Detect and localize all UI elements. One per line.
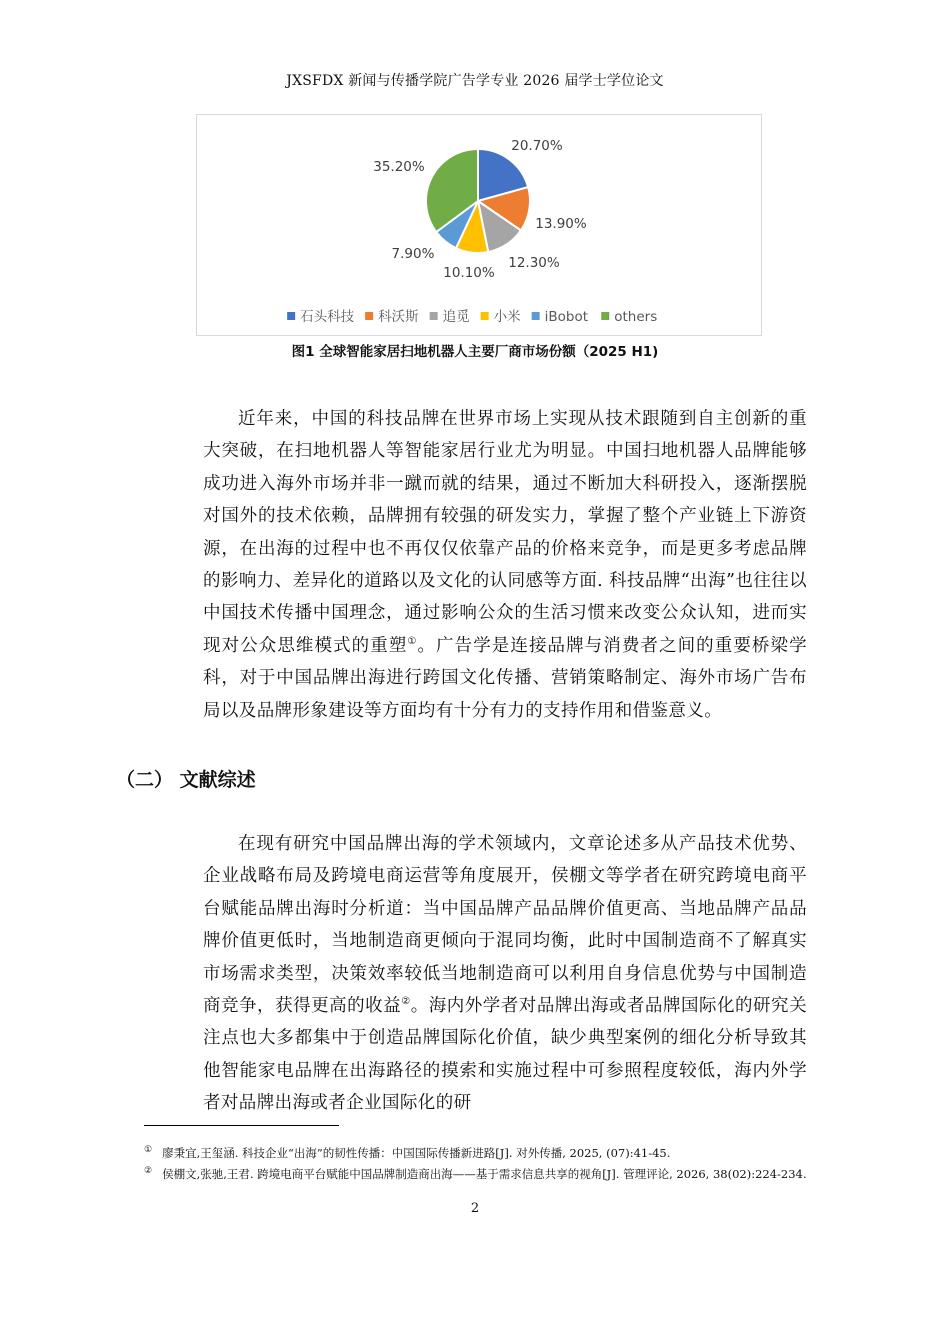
pie-chart <box>197 115 761 335</box>
pie-data-label: 20.70% <box>511 138 563 154</box>
legend-label: 追觅 <box>442 309 470 325</box>
footnote-ref-1[interactable]: ① <box>407 636 418 648</box>
body-paragraph-1 <box>203 403 807 727</box>
section-heading: （二） 文献综述 <box>116 769 256 791</box>
pie-chart-figure <box>196 114 762 336</box>
body-paragraph-2 <box>203 828 807 1120</box>
footnote-1 <box>144 1141 808 1162</box>
legend-label: 科沃斯 <box>378 309 419 325</box>
legend-label: others <box>614 309 658 325</box>
legend-swatch <box>365 312 373 320</box>
footnote-divider <box>144 1125 339 1126</box>
pie-data-label: 7.90% <box>391 246 435 262</box>
paragraph-1-text-b: 。广告学是连接品牌与消费者之间的重要桥梁学科，对于中国品牌出海进行跨国文化传播、营销策略制定、海外市场广告布局以及品牌形象建设等方面均有十分有力的支持作用和借鉴意义。 <box>203 635 807 721</box>
legend-swatch <box>430 312 438 320</box>
paragraph-2-text-a: 在现有研究中国品牌出海的学术领域内，文章论述多从产品技术优势、企业战略布局及跨境电商运营等角度展开，侯棚文等学者在研究跨境电商平台赋能品牌出海时分析道：当中国品牌产品品牌价值更高、当地品牌产品品牌价值更低时，当地制造商更倾向于混同均衡，此时中国制造商不了解真实市场需求类型，决策效率较低当地制造商可以利用自身信息优势与中国制造商竞争，获得更高的收益 <box>203 834 807 1017</box>
pie-data-label: 10.10% <box>443 265 495 281</box>
running-header: JXSFDX 新闻与传播学院广告学专业 2026 届学士学位论文 <box>286 73 664 89</box>
legend-swatch <box>287 312 295 320</box>
legend-label: 小米 <box>493 309 521 325</box>
figure-caption: 图1 全球智能家居扫地机器人主要厂商市场份额（2025 H1) <box>291 344 659 360</box>
pie-data-label: 13.90% <box>535 216 587 232</box>
legend-swatch <box>601 312 609 320</box>
legend-label: iBobot <box>544 309 589 325</box>
paragraph-2-text-b: 。海内外学者对品牌出海或者品牌国际化的研究关注点也大多都集中于创造品牌国际化价值，缺少典型案例的细化分析导致其他智能家电品牌在出海路径的摸索和实施过程中可参照程度较低，海内外学者对品牌出海或者企业国际化的研 <box>203 996 807 1114</box>
footnote-1-mark: ① <box>144 1145 153 1155</box>
pie-data-label: 12.30% <box>508 255 560 271</box>
legend-swatch <box>532 312 540 320</box>
footnote-2-text: 侯棚文,张驰,王君. 跨境电商平台赋能中国品牌制造商出海——基于需求信息共享的视角[J]. 管理评论, 2026, 38(02):224-234. <box>162 1166 807 1181</box>
footnote-2-mark: ② <box>144 1166 153 1176</box>
footnote-2 <box>144 1162 808 1183</box>
legend-label: 石头科技 <box>300 309 355 325</box>
pie-data-label: 35.20% <box>373 159 425 175</box>
footnote-1-text: 廖秉宜,王玺涵. 科技企业“出海”的韧性传播：中国国际传播新进路[J]. 对外传播, 2025, (07):41-45. <box>162 1145 671 1160</box>
legend-swatch <box>481 312 489 320</box>
paragraph-1-text-a: 近年来，中国的科技品牌在世界市场上实现从技术跟随到自主创新的重大突破，在扫地机器人等智能家居行业尤为明显。中国扫地机器人品牌能够成功进入海外市场并非一蹴而就的结果，通过不断加大科研投入，逐渐摆脱对国外的技术依赖，品牌拥有较强的研发实力，掌握了整个产业链上下游资源，在出海的过程中也不再仅仅依靠产品的价格来竞争，而是更多考虑品牌的影响力、差异化的道路以及文化的认同感等方面. 科技品牌“出海”也往往以中国技术传播中国理念，通过影响公众的生活习惯来改变公众认知，进而实现对公众思维模式的重塑 <box>203 409 807 656</box>
page-number: 2 <box>470 1201 480 1216</box>
footnote-ref-2[interactable]: ② <box>401 996 411 1008</box>
